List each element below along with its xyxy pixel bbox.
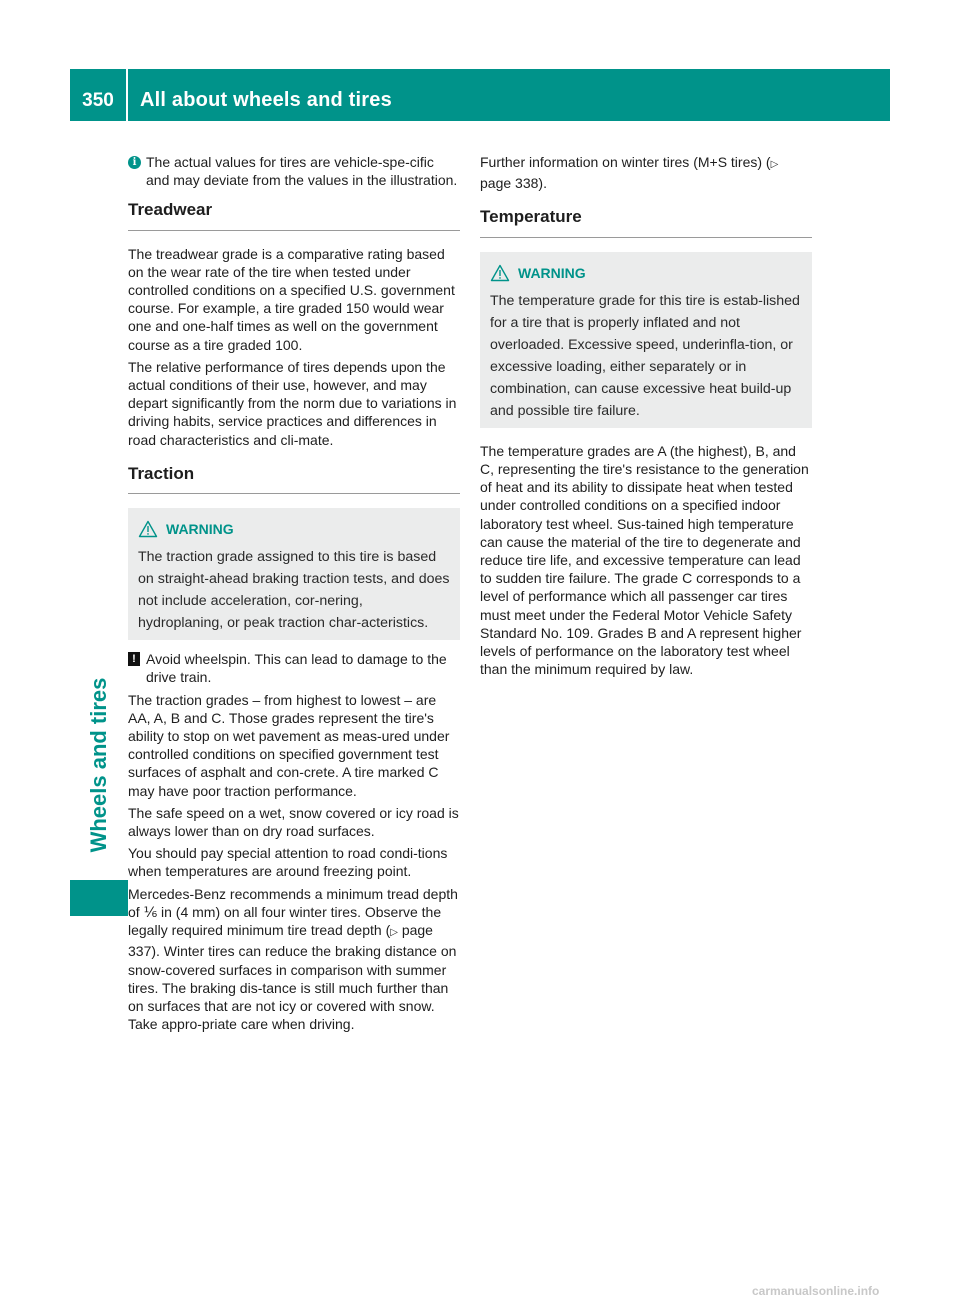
info-note — [128, 153, 460, 189]
right-column — [480, 153, 812, 682]
warning-header — [138, 520, 450, 538]
temperature-heading: Temperature — [480, 208, 812, 237]
warning-label: WARNING — [518, 264, 586, 281]
traction-paragraph-2: The safe speed on a wet, snow covered or icy road is always lower than on dry road surfaces. — [128, 804, 459, 840]
reference-arrow-icon: ▷ — [770, 159, 779, 170]
temperature-warning-text: The temperature grade for this tire is estab-lished for a tire that is properly inflated and not overloaded. Excessive speed, underinfla-tion, or excessive loading, either separately or in combination, can cause excessive heat build-up and possible tire failure. — [490, 292, 800, 419]
traction-paragraph-4 — [128, 885, 460, 1034]
caution-note — [128, 650, 460, 686]
warning-triangle-icon — [138, 520, 158, 538]
temperature-warning-box — [480, 252, 812, 428]
watermark-text: carmanualsonline.info — [752, 1284, 880, 1298]
traction-paragraph-1: The traction grades – from highest to lowest – are AA, A, B and C. Those grades represent the tire's ability to stop on wet pavement as meas-ured under controlled conditions on specified government test surfaces of asphalt and con-crete. A tire marked C may have poor traction performance. — [128, 691, 450, 799]
section-side-label: Wheels and tires — [86, 677, 111, 853]
warning-header — [490, 264, 802, 282]
further-info-start: Further information on winter tires (M+S tires) ( — [480, 154, 771, 170]
page-reference-337[interactable]: page 337 — [128, 922, 433, 960]
header-divider — [126, 69, 128, 121]
section-side-tab — [70, 880, 128, 916]
further-info-end: ). — [538, 175, 547, 192]
reference-arrow-icon: ▷ — [390, 927, 398, 939]
temperature-paragraph-1: The temperature grades are A (the highest), B, and C, representing the tire's resistance to the generation of heat and its ability to dissipate heat when tested under controlled conditions on a specified indoor laboratory test wheel. Sus-tained high temperature can cause the material of the tire to degenerate and reduce tire life, and excessive temperature can lead to sudden tire failure. The grade C corresponds to a level of performance which all passenger car tires must meet under the Federal Motor Vehicle Safety Standard No. 109. Grades B and A represent higher levels of performance on the laboratory test wheel than the minimum required by law. — [480, 442, 809, 678]
info-icon: i — [128, 156, 141, 169]
traction-paragraph-3: You should pay special attention to road condi-tions when temperatures are around freezing point. — [128, 845, 448, 880]
traction-paragraph-4-start: Mercedes-Benz recommends a minimum tread depth of ⅙ in (4 mm) on all four winter tires. Observe the legally required minimum tire tread depth ( — [128, 885, 458, 939]
info-note-text: The actual values for tires are vehicle-spe-cific and may deviate from the values in the illustration. — [146, 154, 458, 189]
treadwear-heading: Treadwear — [128, 201, 460, 230]
page-title: All about wheels and tires — [140, 89, 392, 111]
traction-warning-box — [128, 508, 460, 640]
treadwear-paragraph-1: The treadwear grade is a comparative rating based on the wear rate of the tire when tested under controlled conditions on a specified U.S. government course. For example, a tire graded 150 would wear one and one-half times as well on the government course as a tire graded 100. — [128, 245, 455, 353]
warning-triangle-icon — [490, 264, 510, 282]
further-info-paragraph — [480, 153, 812, 192]
warning-label: WARNING — [166, 521, 234, 538]
page-number: 350 — [82, 90, 114, 111]
left-column — [128, 153, 460, 1037]
traction-warning-text: The traction grade assigned to this tire is based on straight-ahead braking traction tests, and does not include acceleration, cor-nering, hydroplaning, or peak traction char-acteristics. — [138, 549, 450, 632]
exclamation-icon: ! — [128, 652, 140, 666]
traction-heading: Traction — [128, 465, 460, 494]
traction-paragraph-4-end: ). Winter tires can reduce the braking distance on snow-covered surfaces in comparison with summer tires. The braking dis-tance is still much further than on surfaces that are not icy or covered with snow. Take appro-priate care when driving. — [128, 943, 457, 1033]
treadwear-paragraph-2: The relative performance of tires depends upon the actual conditions of their use, however, and may depart significantly from the norm due to variations in driving habits, service practices and differences in road characteristics and cli-mate. — [128, 358, 457, 448]
page-reference-338[interactable]: page 338 — [480, 175, 539, 192]
caution-note-text: Avoid wheelspin. This can lead to damage to the drive train. — [146, 651, 447, 686]
